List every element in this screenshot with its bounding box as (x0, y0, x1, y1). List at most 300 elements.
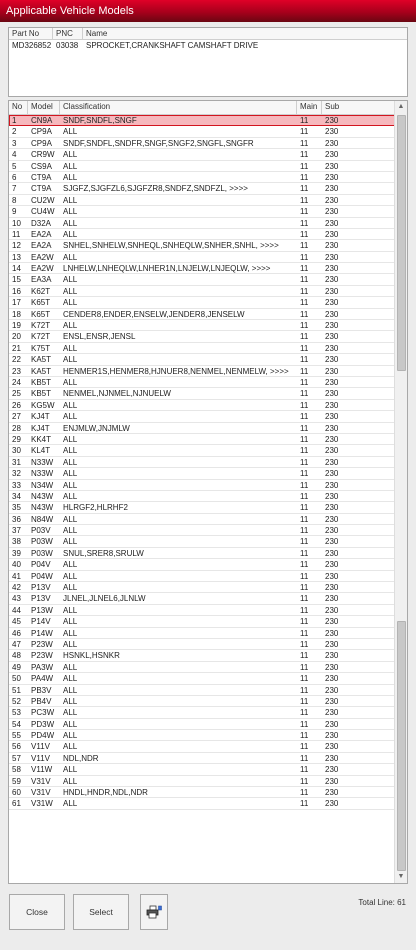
cell-sub: 230 (325, 503, 339, 513)
table-row[interactable] (9, 571, 395, 582)
cell-sub: 230 (325, 343, 339, 353)
select-button[interactable]: Select (73, 894, 129, 930)
cell-classification: HSNKL,HSNKR (63, 651, 120, 661)
table-row[interactable] (9, 662, 395, 673)
column-header-model[interactable]: Model (28, 101, 60, 114)
cell-no: 6 (12, 172, 17, 182)
cell-main: 11 (300, 571, 309, 581)
cell-no: 53 (12, 708, 21, 718)
cell-no: 4 (12, 150, 17, 160)
cell-main: 11 (300, 252, 309, 262)
cell-sub: 230 (325, 605, 339, 615)
table-row[interactable] (9, 798, 395, 809)
cell-sub: 230 (325, 286, 339, 296)
cell-classification: ALL (63, 605, 78, 615)
cell-model: CP9A (31, 127, 52, 137)
cell-no: 33 (12, 480, 21, 490)
cell-model: PA4W (31, 674, 54, 684)
table-row[interactable] (9, 149, 395, 160)
cell-model: N43W (31, 503, 54, 513)
cell-sub: 230 (325, 195, 339, 205)
cell-sub: 230 (325, 719, 339, 729)
cell-sub: 230 (325, 207, 339, 217)
cell-sub: 230 (325, 696, 339, 706)
cell-classification: HNDL,HNDR,NDL,NDR (63, 788, 148, 798)
cell-sub: 230 (325, 264, 339, 274)
cell-main: 11 (300, 719, 309, 729)
cell-main: 11 (300, 548, 309, 558)
cell-no: 24 (12, 377, 21, 387)
cell-model: N43W (31, 491, 54, 501)
scrollbar-thumb-lower[interactable] (397, 621, 406, 871)
printer-icon (146, 905, 162, 919)
cell-no: 57 (12, 753, 21, 763)
table-row[interactable] (9, 673, 395, 684)
cell-sub: 230 (325, 161, 339, 171)
cell-sub: 230 (325, 685, 339, 695)
cell-classification: ALL (63, 731, 78, 741)
cell-model: V31V (31, 776, 51, 786)
cell-sub: 230 (325, 799, 339, 809)
cell-classification: ALL (63, 639, 78, 649)
scroll-up-arrow-icon[interactable]: ▲ (397, 103, 405, 110)
cell-no: 31 (12, 457, 21, 467)
cell-classification: HLRGF2,HLRHF2 (63, 503, 128, 513)
table-row[interactable] (9, 343, 395, 354)
cell-model: V11W (31, 765, 53, 775)
cell-model: P03W (31, 537, 53, 547)
cell-classification: ALL (63, 560, 78, 570)
cell-classification: ALL (63, 628, 78, 638)
cell-no: 14 (12, 264, 21, 274)
table-row[interactable] (9, 206, 395, 217)
table-row[interactable] (9, 297, 395, 308)
cell-sub: 230 (325, 742, 339, 752)
scrollbar-thumb[interactable] (397, 115, 406, 371)
cell-main: 11 (300, 799, 309, 809)
table-row[interactable] (9, 423, 395, 434)
cell-sub: 230 (325, 252, 339, 262)
cell-model: KA5T (31, 366, 52, 376)
cell-main: 11 (300, 366, 309, 376)
column-header-main[interactable]: Main (297, 101, 322, 114)
cell-main: 11 (300, 264, 309, 274)
table-row[interactable] (9, 252, 395, 263)
table-row[interactable] (9, 605, 395, 616)
cell-classification: ALL (63, 412, 78, 422)
cell-model: KJ4T (31, 423, 50, 433)
cell-classification: ALL (63, 286, 78, 296)
vehicle-models-table (8, 100, 408, 884)
cell-classification: ALL (63, 537, 78, 547)
cell-classification: CENDER8,ENDER,ENSELW,JENDER8,JENSELW (63, 309, 245, 319)
cell-model: CR9W (31, 150, 55, 160)
cell-no: 21 (12, 343, 21, 353)
cell-no: 10 (12, 218, 21, 228)
cell-sub: 230 (325, 150, 339, 160)
cell-main: 11 (300, 583, 309, 593)
cell-no: 2 (12, 127, 17, 137)
table-row[interactable] (9, 377, 395, 388)
cell-main: 11 (300, 742, 309, 752)
cell-main: 11 (300, 286, 309, 296)
cell-main: 11 (300, 184, 309, 194)
table-row[interactable] (9, 161, 395, 172)
cell-classification: ALL (63, 252, 78, 262)
cell-main: 11 (300, 662, 309, 672)
table-row[interactable] (9, 480, 395, 491)
cell-sub: 230 (325, 480, 339, 490)
cell-main: 11 (300, 696, 309, 706)
table-row[interactable] (9, 593, 395, 604)
cell-sub: 230 (325, 526, 339, 536)
cell-sub: 230 (325, 309, 339, 319)
table-row[interactable] (9, 787, 395, 798)
header-name: Name (86, 29, 108, 38)
header-part-no: Part No (9, 28, 53, 39)
cell-main: 11 (300, 207, 309, 217)
cell-classification: ALL (63, 343, 78, 353)
cell-classification: ALL (63, 719, 78, 729)
cell-no: 37 (12, 526, 21, 536)
cell-sub: 230 (325, 491, 339, 501)
table-row[interactable] (9, 286, 395, 297)
cell-no: 3 (12, 138, 17, 148)
table-row[interactable] (9, 628, 395, 639)
cell-no: 22 (12, 355, 21, 365)
cell-main: 11 (300, 674, 309, 684)
cell-model: P23W (31, 651, 53, 661)
cell-model: K65T (31, 309, 51, 319)
cell-classification: ALL (63, 321, 78, 331)
cell-main: 11 (300, 446, 309, 456)
cell-classification: ALL (63, 742, 78, 752)
cell-model: PD3W (31, 719, 55, 729)
cell-model: EA2W (31, 264, 54, 274)
cell-model: CS9A (31, 161, 52, 171)
cell-no: 20 (12, 332, 21, 342)
cell-classification: ALL (63, 150, 78, 160)
table-row[interactable] (9, 730, 395, 741)
table-row[interactable] (9, 320, 395, 331)
cell-no: 26 (12, 400, 21, 410)
cell-no: 8 (12, 195, 17, 205)
cell-model: P13V (31, 594, 51, 604)
cell-main: 11 (300, 355, 309, 365)
table-row[interactable] (9, 582, 395, 593)
cell-model: CT9A (31, 184, 52, 194)
cell-classification: ALL (63, 298, 78, 308)
cell-main: 11 (300, 617, 309, 627)
cell-model: P03W (31, 548, 53, 558)
table-row[interactable] (9, 616, 395, 627)
table-row[interactable] (9, 639, 395, 650)
cell-model: P04V (31, 560, 51, 570)
cell-sub: 230 (325, 731, 339, 741)
table-row[interactable] (9, 115, 395, 126)
table-row[interactable] (9, 195, 395, 206)
close-button[interactable]: Close (9, 894, 65, 930)
cell-classification: ALL (63, 446, 78, 456)
cell-no: 16 (12, 286, 21, 296)
cell-sub: 230 (325, 571, 339, 581)
cell-sub: 230 (325, 275, 339, 285)
table-row[interactable] (9, 685, 395, 696)
cell-main: 11 (300, 434, 309, 444)
cell-model: V31W (31, 799, 53, 809)
cell-sub: 230 (325, 674, 339, 684)
cell-main: 11 (300, 765, 309, 775)
cell-main: 11 (300, 628, 309, 638)
cell-main: 11 (300, 423, 309, 433)
cell-no: 44 (12, 605, 21, 615)
cell-no: 19 (12, 321, 21, 331)
cell-model: KG5W (31, 400, 55, 410)
table-row[interactable] (9, 536, 395, 547)
table-row[interactable] (9, 696, 395, 707)
table-row[interactable] (9, 559, 395, 570)
column-header-no[interactable]: No (9, 101, 28, 114)
column-header-classification[interactable]: Classification (60, 101, 297, 114)
cell-no: 55 (12, 731, 21, 741)
cell-sub: 230 (325, 400, 339, 410)
cell-no: 41 (12, 571, 21, 581)
total-line-count: Total Line: 61 (358, 898, 406, 907)
part-no-value: MD326852 (12, 41, 52, 50)
cell-model: EA2A (31, 229, 52, 239)
cell-main: 11 (300, 526, 309, 536)
cell-classification: ALL (63, 434, 78, 444)
cell-sub: 230 (325, 377, 339, 387)
table-row[interactable] (9, 331, 395, 342)
cell-classification: ALL (63, 480, 78, 490)
cell-classification: ALL (63, 457, 78, 467)
table-row[interactable] (9, 274, 395, 285)
table-row[interactable] (9, 354, 395, 365)
cell-sub: 230 (325, 765, 339, 775)
cell-main: 11 (300, 412, 309, 422)
cell-no: 47 (12, 639, 21, 649)
table-row[interactable] (9, 411, 395, 422)
cell-classification: ALL (63, 275, 78, 285)
cell-sub: 230 (325, 457, 339, 467)
cell-main: 11 (300, 343, 309, 353)
cell-classification: ALL (63, 776, 78, 786)
cell-classification: ALL (63, 696, 78, 706)
cell-main: 11 (300, 708, 309, 718)
cell-model: N34W (31, 480, 54, 490)
cell-main: 11 (300, 389, 309, 399)
cell-sub: 230 (325, 127, 339, 137)
table-row[interactable] (9, 753, 395, 764)
cell-classification: ALL (63, 229, 78, 239)
cell-no: 39 (12, 548, 21, 558)
cell-no: 27 (12, 412, 21, 422)
cell-no: 23 (12, 366, 21, 376)
cell-sub: 230 (325, 446, 339, 456)
table-row[interactable] (9, 457, 395, 468)
cell-model: CP9A (31, 138, 52, 148)
cell-sub: 230 (325, 651, 339, 661)
cell-sub: 230 (325, 639, 339, 649)
cell-main: 11 (300, 400, 309, 410)
cell-classification: ALL (63, 617, 78, 627)
cell-model: CU4W (31, 207, 55, 217)
cell-main: 11 (300, 161, 309, 171)
cell-main: 11 (300, 514, 309, 524)
cell-sub: 230 (325, 514, 339, 524)
cell-no: 29 (12, 434, 21, 444)
cell-no: 18 (12, 309, 21, 319)
table-row[interactable] (9, 172, 395, 183)
cell-classification: ALL (63, 377, 78, 387)
table-row[interactable] (9, 240, 395, 251)
table-row[interactable] (9, 309, 395, 320)
table-row[interactable] (9, 218, 395, 229)
cell-model: PB3V (31, 685, 52, 695)
scroll-down-arrow-icon[interactable]: ▼ (397, 873, 405, 880)
table-body (9, 115, 395, 810)
table-row[interactable] (9, 514, 395, 525)
cell-sub: 230 (325, 138, 339, 148)
part-info-header (9, 28, 407, 40)
cell-no: 36 (12, 514, 21, 524)
cell-no: 43 (12, 594, 21, 604)
table-row[interactable] (9, 741, 395, 752)
cell-model: V11V (31, 742, 50, 752)
cell-sub: 230 (325, 366, 339, 376)
cell-model: D32A (31, 218, 52, 228)
cell-model: P13W (31, 605, 53, 615)
cell-no: 52 (12, 696, 21, 706)
cell-sub: 230 (325, 229, 339, 239)
cell-main: 11 (300, 537, 309, 547)
cell-model: EA2A (31, 241, 52, 251)
cell-no: 58 (12, 765, 21, 775)
table-row[interactable] (9, 707, 395, 718)
table-row[interactable] (9, 502, 395, 513)
cell-main: 11 (300, 332, 309, 342)
cell-no: 32 (12, 469, 21, 479)
cell-model: P23W (31, 639, 53, 649)
cell-model: CU2W (31, 195, 55, 205)
table-row[interactable] (9, 548, 395, 559)
cell-no: 59 (12, 776, 21, 786)
cell-no: 50 (12, 674, 21, 684)
cell-main: 11 (300, 605, 309, 615)
table-row[interactable] (9, 126, 395, 137)
cell-no: 56 (12, 742, 21, 752)
cell-main: 11 (300, 731, 309, 741)
cell-main: 11 (300, 218, 309, 228)
cell-classification: ENJMLW,JNJMLW (63, 423, 130, 433)
table-row[interactable] (9, 719, 395, 730)
table-row[interactable] (9, 400, 395, 411)
cell-sub: 230 (325, 753, 339, 763)
cell-sub: 230 (325, 537, 339, 547)
table-row[interactable] (9, 183, 395, 194)
table-row[interactable] (9, 388, 395, 399)
table-row[interactable] (9, 491, 395, 502)
cell-no: 38 (12, 537, 21, 547)
cell-main: 11 (300, 491, 309, 501)
cell-model: CT9A (31, 172, 52, 182)
cell-no: 61 (12, 799, 21, 809)
cell-sub: 230 (325, 412, 339, 422)
table-row[interactable] (9, 366, 395, 377)
cell-model: P14V (31, 617, 51, 627)
table-row[interactable] (9, 263, 395, 274)
cell-main: 11 (300, 241, 309, 251)
cell-sub: 230 (325, 241, 339, 251)
cell-no: 9 (12, 207, 17, 217)
cell-model: KB5T (31, 377, 52, 387)
table-row[interactable] (9, 445, 395, 456)
cell-classification: ALL (63, 674, 78, 684)
cell-model: P03V (31, 526, 51, 536)
cell-classification: ALL (63, 571, 78, 581)
cell-sub: 230 (325, 628, 339, 638)
cell-sub: 230 (325, 332, 339, 342)
cell-model: K72T (31, 332, 51, 342)
cell-classification: NENMEL,NJNMEL,NJNUELW (63, 389, 171, 399)
cell-sub: 230 (325, 184, 339, 194)
table-row[interactable] (9, 776, 395, 787)
column-header-sub[interactable]: Sub (325, 102, 340, 111)
cell-main: 11 (300, 321, 309, 331)
print-button[interactable] (140, 894, 168, 930)
cell-main: 11 (300, 503, 309, 513)
cell-main: 11 (300, 150, 309, 160)
cell-model: N84W (31, 514, 54, 524)
cell-no: 51 (12, 685, 21, 695)
cell-classification: ALL (63, 765, 78, 775)
vertical-scrollbar[interactable] (394, 101, 407, 883)
cell-no: 42 (12, 583, 21, 593)
table-row[interactable] (9, 650, 395, 661)
table-row[interactable] (9, 229, 395, 240)
cell-classification: SJGFZ,SJGFZL6,SJGFZR8,SNDFZ,SNDFZL, >>>> (63, 184, 248, 194)
window-title: Applicable Vehicle Models (0, 0, 416, 22)
table-row[interactable] (9, 468, 395, 479)
cell-model: KL4T (31, 446, 51, 456)
cell-classification: ALL (63, 685, 78, 695)
cell-classification: JLNEL,JLNEL6,JLNLW (63, 594, 146, 604)
cell-classification: ALL (63, 127, 78, 137)
cell-sub: 230 (325, 583, 339, 593)
cell-main: 11 (300, 776, 309, 786)
cell-classification: ALL (63, 514, 78, 524)
cell-main: 11 (300, 469, 309, 479)
table-row[interactable] (9, 434, 395, 445)
cell-main: 11 (300, 116, 309, 125)
cell-sub: 230 (325, 355, 339, 365)
cell-classification: ALL (63, 662, 78, 672)
cell-classification: ALL (63, 526, 78, 536)
cell-classification: ALL (63, 400, 78, 410)
cell-no: 60 (12, 788, 21, 798)
cell-no: 54 (12, 719, 21, 729)
table-row[interactable] (9, 138, 395, 149)
cell-main: 11 (300, 457, 309, 467)
cell-no: 40 (12, 560, 21, 570)
table-row[interactable] (9, 764, 395, 775)
cell-classification: ALL (63, 708, 78, 718)
cell-classification: SNUL,SRER8,SRULW (63, 548, 144, 558)
cell-main: 11 (300, 685, 309, 695)
table-row[interactable] (9, 525, 395, 536)
cell-classification: ENSL,ENSR,JENSL (63, 332, 136, 342)
